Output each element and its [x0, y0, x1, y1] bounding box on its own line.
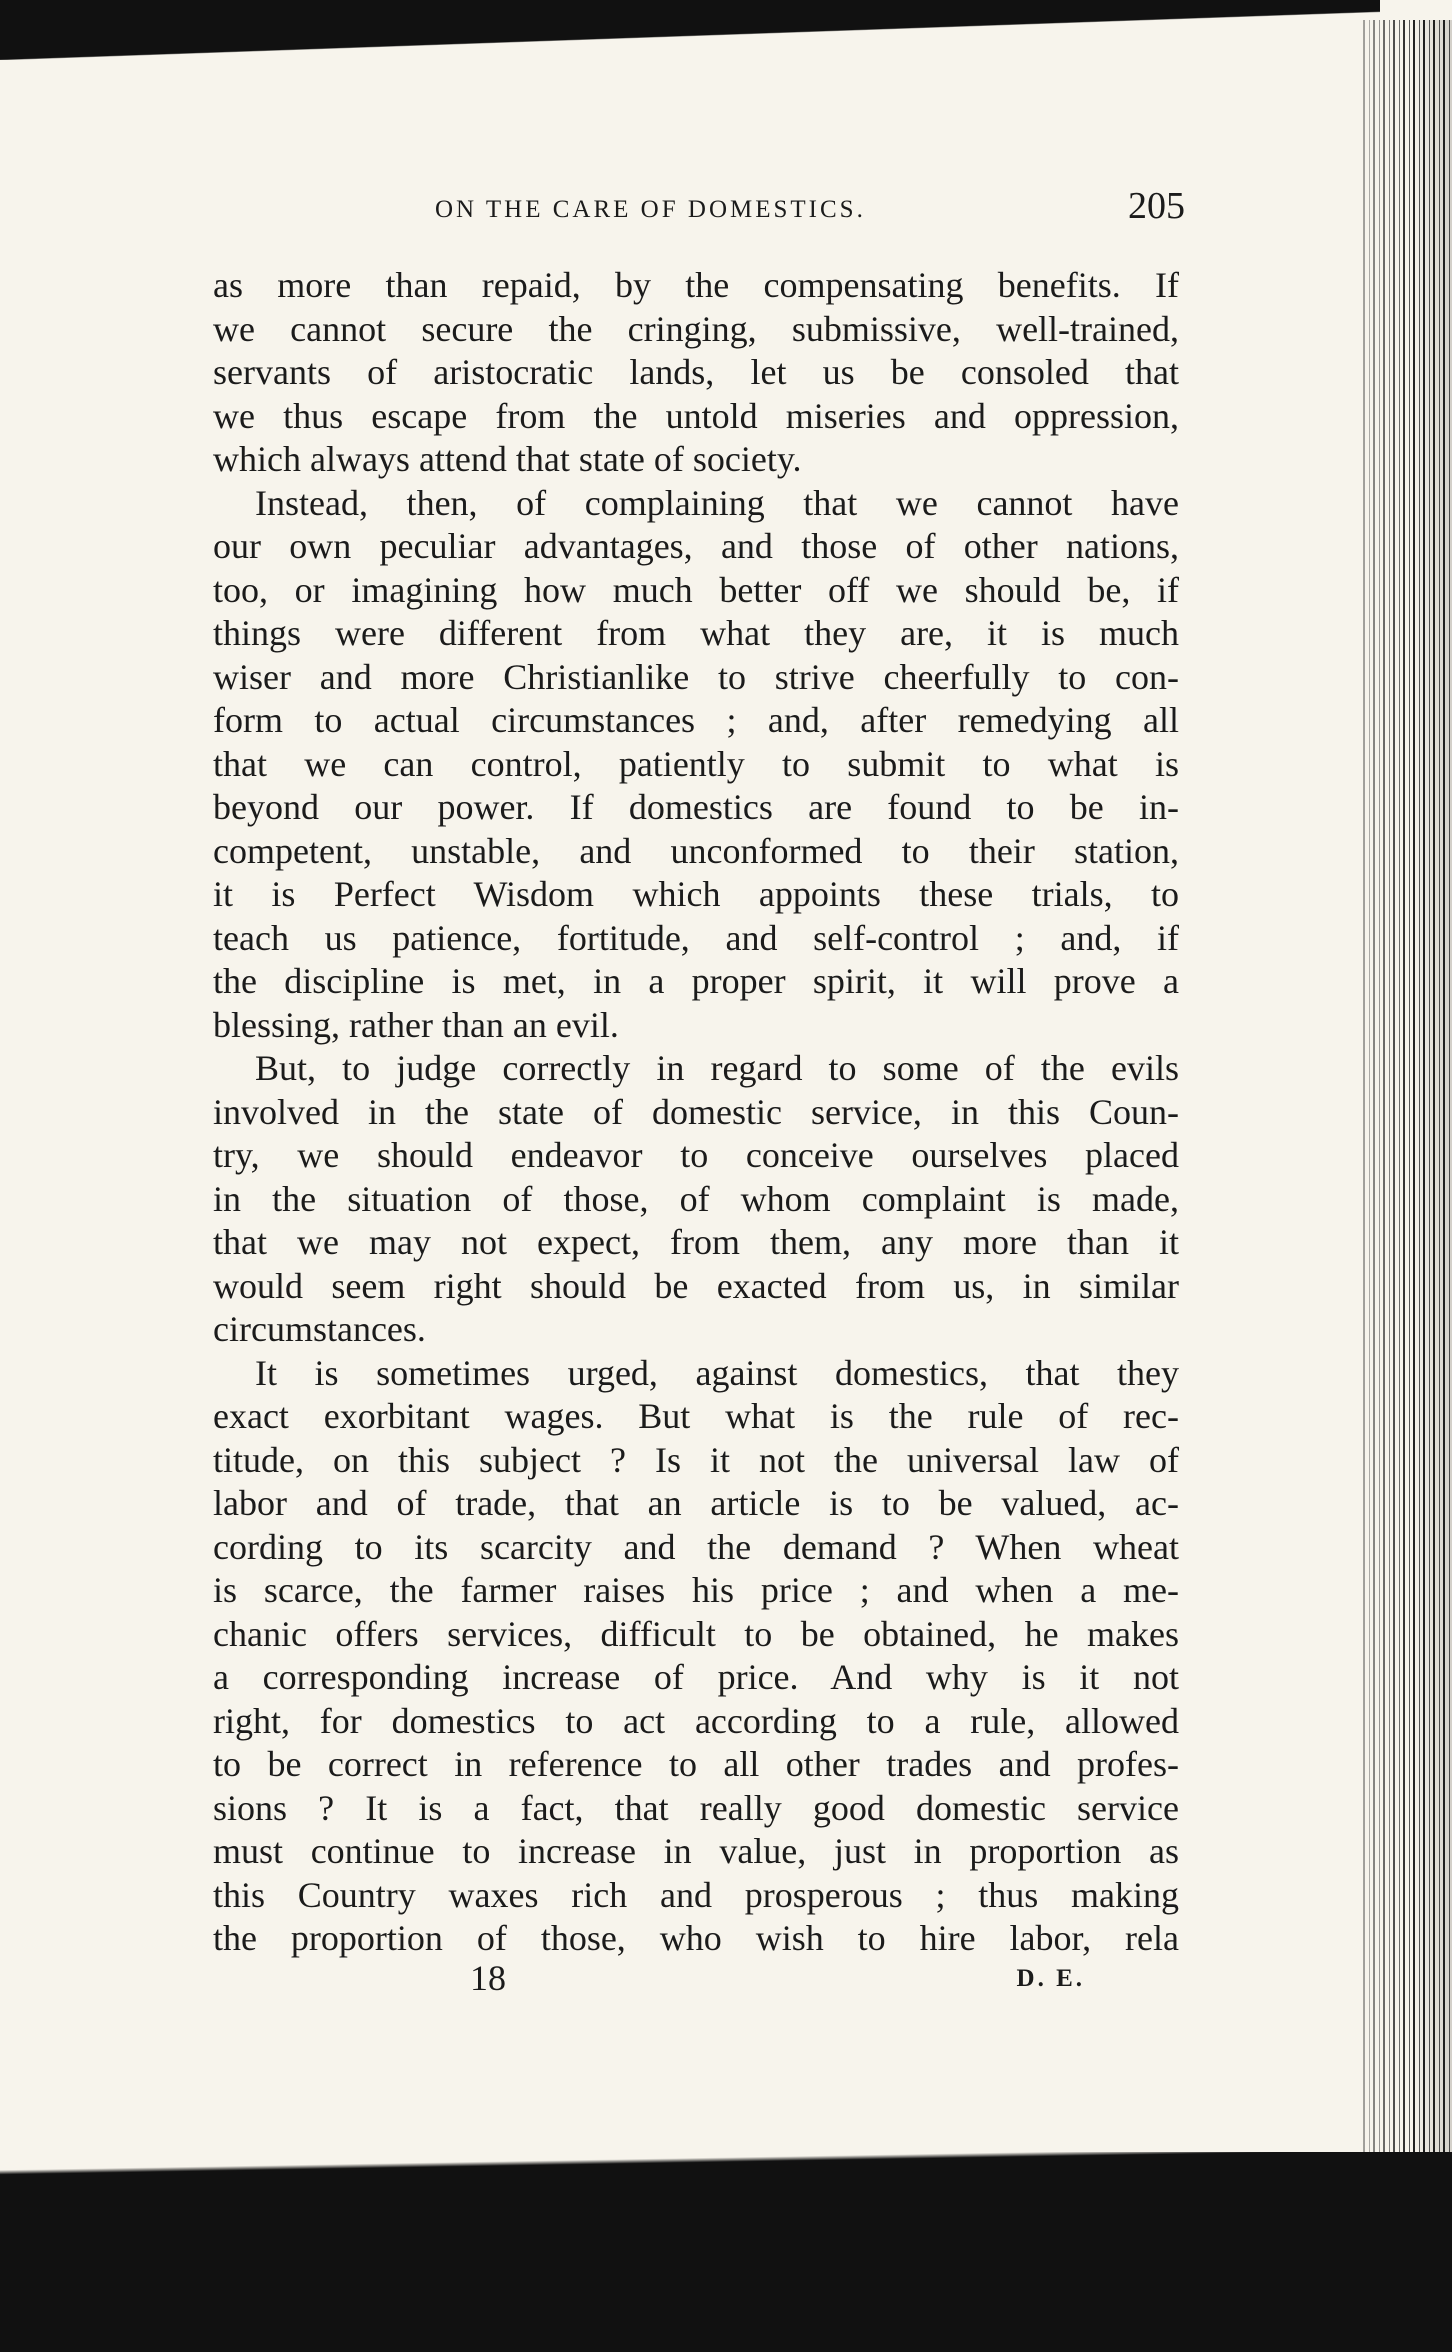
text-line: too, or imagining how much better off we should be, if	[213, 569, 1179, 610]
paragraph-start: But, to judge correctly in regard to some of the evils	[255, 1048, 1179, 1088]
text-line: we thus escape from the untold miseries and oppression,	[213, 395, 1179, 436]
text-line: chanic offers services, difficult to be obtained, he makes	[213, 1613, 1179, 1654]
scan-top-shadow	[0, 0, 1380, 60]
text-line: as more than repaid, by the compensating benefits. If	[213, 265, 1179, 305]
text-line: to be correct in reference to all other trades and profes-	[213, 1744, 1179, 1784]
running-head	[215, 185, 1185, 232]
text-line: cording to its scarcity and the demand ? When wheat	[213, 1526, 1179, 1567]
text-line: this Country waxes rich and prosperous ; thus making	[213, 1874, 1179, 1915]
paragraph-start: Instead, then, of complaining that we cannot have	[255, 482, 1179, 523]
series-mark: D. E.	[1016, 1965, 1085, 1992]
text-line: our own peculiar advantages, and those of other nations,	[213, 526, 1179, 566]
text-line: form to actual circumstances ; and, after remedying all	[213, 700, 1179, 740]
text-line: beyond our power. If domestics are found to be in-	[213, 787, 1179, 827]
text-line: a corresponding increase of price. And why is it not	[213, 1657, 1179, 1697]
text-line: things were different from what they are, it is much	[213, 613, 1179, 653]
paragraph-start: It is sometimes urged, against domestics, that they	[255, 1352, 1179, 1393]
text-line: exact exorbitant wages. But what is the rule of rec-	[213, 1396, 1179, 1436]
text-line: labor and of trade, that an article is to be valued, ac-	[213, 1483, 1179, 1523]
text-line: sions ? It is a fact, that really good domestic service	[213, 1787, 1179, 1828]
signature-mark: 18	[470, 1958, 506, 1998]
text-line: circumstances.	[213, 1309, 426, 1349]
book-spine-shading	[1360, 20, 1452, 2270]
text-line: it is Perfect Wisdom which appoints these trials, to	[213, 874, 1179, 914]
text-line: right, for domestics to act according to a rule, allowed	[213, 1700, 1179, 1741]
text-line: is scarce, the farmer raises his price ; and when a me-	[213, 1570, 1179, 1610]
page-footer	[470, 1957, 1130, 2007]
body-text	[213, 264, 1179, 1961]
text-line: involved in the state of domestic service, in this Coun-	[213, 1091, 1179, 1132]
text-line: which always attend that state of society.	[213, 439, 802, 479]
page-number: 205	[1128, 185, 1185, 227]
text-line: in the situation of those, of whom complaint is made,	[213, 1178, 1179, 1219]
text-line: the proportion of those, who wish to hire labor, rela	[213, 1918, 1179, 1958]
text-line: the discipline is met, in a proper spirit, it will prove a	[213, 961, 1179, 1001]
text-line: teach us patience, fortitude, and self-control ; and, if	[213, 917, 1179, 958]
text-line: must continue to increase in value, just in proportion as	[213, 1831, 1179, 1871]
scan-bottom-shadow	[0, 2152, 1452, 2352]
text-line: we cannot secure the cringing, submissive, well-trained,	[213, 308, 1179, 349]
text-line: competent, unstable, and unconformed to their station,	[213, 830, 1179, 871]
running-title: ON THE CARE OF DOMESTICS.	[435, 196, 866, 223]
text-line: that we can control, patiently to submit to what is	[213, 743, 1179, 784]
text-line: that we may not expect, from them, any more than it	[213, 1222, 1179, 1262]
text-line: try, we should endeavor to conceive ourselves placed	[213, 1135, 1179, 1175]
text-line: wiser and more Christianlike to strive cheerfully to con-	[213, 656, 1179, 697]
text-line: blessing, rather than an evil.	[213, 1004, 619, 1045]
text-line: titude, on this subject ? Is it not the universal law of	[213, 1439, 1179, 1480]
text-line: servants of aristocratic lands, let us be consoled that	[213, 352, 1179, 392]
text-line: would seem right should be exacted from us, in similar	[213, 1265, 1179, 1306]
